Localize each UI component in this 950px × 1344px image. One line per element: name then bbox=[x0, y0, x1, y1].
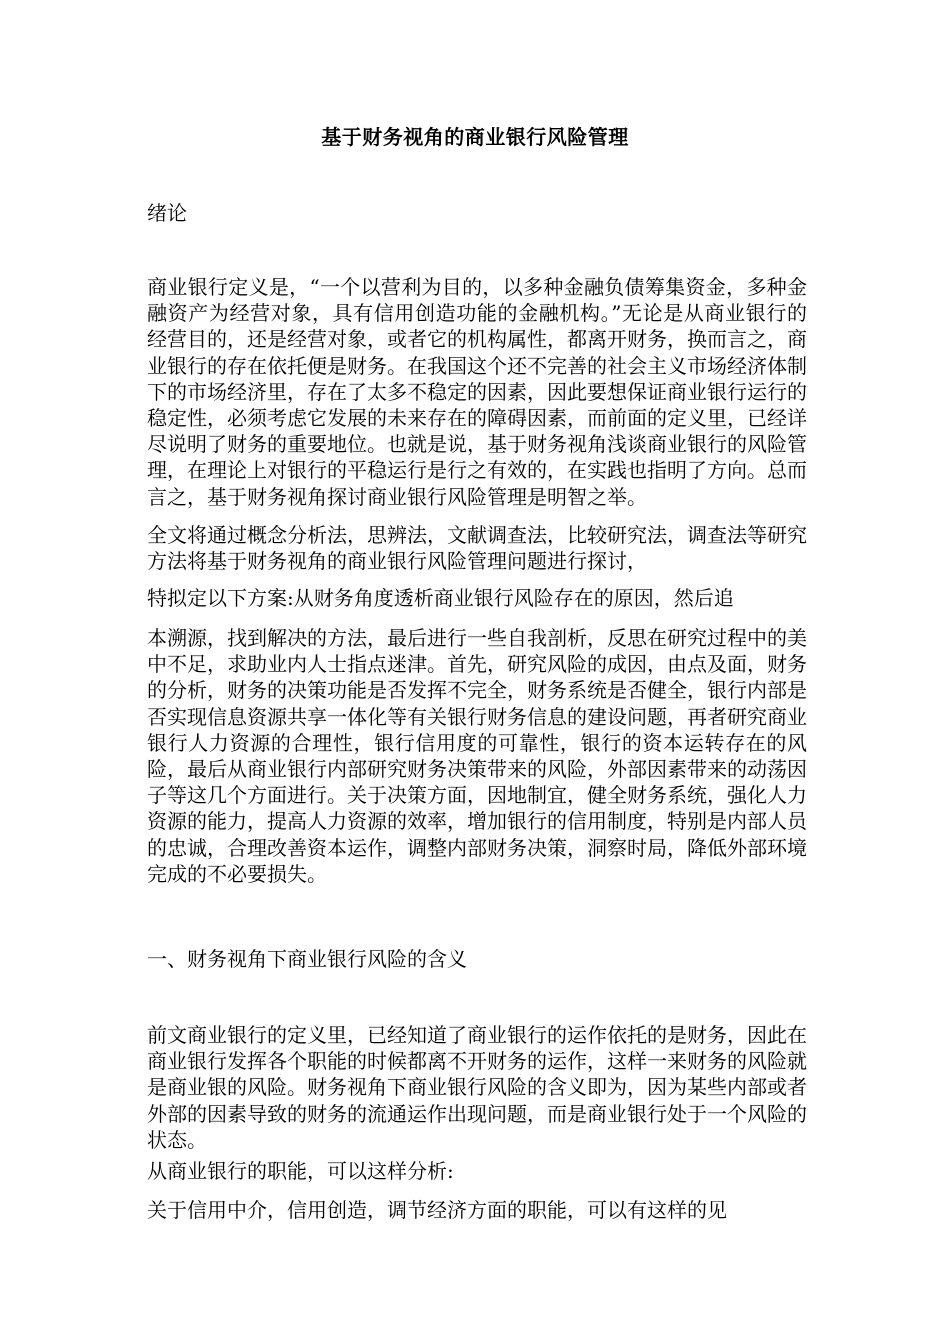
section-1-paragraph-1: 前文商业银行的定义里，已经知道了商业银行的运作依托的是财务，因此在商业银行发挥各个职能的时候都离不开财务的运作，这样一来财务的风险就是商业银的风险。财务视角下商业银行风险的含义即为，因为某些内部或者外部的因素导致的财务的流通运作出现问题，而是商业银行处于一个风险的状态。 bbox=[147, 1023, 807, 1152]
intro-paragraph-3: 特拟定以下方案:从财务角度透析商业银行风险存在的原因，然后追 bbox=[147, 586, 734, 610]
intro-heading: 绪论 bbox=[147, 201, 187, 225]
section-1-paragraph-3: 关于信用中介，信用创造，调节经济方面的职能，可以有这样的见 bbox=[147, 1198, 727, 1222]
intro-paragraph-4: 本溯源，找到解决的方法，最后进行一些自我剖析，反思在研究过程中的美中不足，求助业内人士指点迷津。首先，研究风险的成因，由点及面，财务的分析，财务的决策功能是否发挥不完全，财务系统是否健全，银行内部是否实现信息资源共享一体化等有关银行财务信息的建设问题，再者研究商业银行人力资源的合理性，银行信用度的可靠性，银行的资本运转存在的风险，最后从商业银行内部研究财务决策带来的风险，外部因素带来的动荡因子等这几个方面进行。关于决策方面，因地制宜，健全财务系统，强化人力资源的能力，提高人力资源的效率，增加银行的信用制度，特别是内部人员的忠诚，合理改善资本运作，调整内部财务决策，洞察时局，降低外部环境完成的不必要损失。 bbox=[147, 626, 807, 886]
section-1-paragraph-2: 从商业银行的职能，可以这样分析: bbox=[147, 1159, 454, 1183]
section-1-heading: 一、财务视角下商业银行风险的含义 bbox=[147, 947, 467, 971]
intro-paragraph-2: 全文将通过概念分析法，思辨法，文献调查法，比较研究法，调查法等研究方法将基于财务视角的商业银行风险管理问题进行探讨， bbox=[147, 523, 807, 574]
document-title: 基于财务视角的商业银行风险管理 bbox=[321, 125, 629, 149]
intro-paragraph-1: 商业银行定义是，“一个以营利为目的，以多种金融负债筹集资金，多种金融资产为经营对象，具有信用创造功能的金融机构。”无论是从商业银行的经营目的，还是经营对象，或者它的机构属性，都离开财务，换而言之，商业银行的存在依托便是财务。在我国这个还不完善的社会主义市场经济体制下的市场经济里，存在了太多不稳定的因素，因此要想保证商业银行运行的稳定性，必须考虑它发展的未来存在的障碍因素，而前面的定义里，已经详尽说明了财务的重要地位。也就是说，基于财务视角浅谈商业银行的风险管理，在理论上对银行的平稳运行是行之有效的，在实践也指明了方向。总而言之，基于财务视角探讨商业银行风险管理是明智之举。 bbox=[147, 275, 807, 509]
